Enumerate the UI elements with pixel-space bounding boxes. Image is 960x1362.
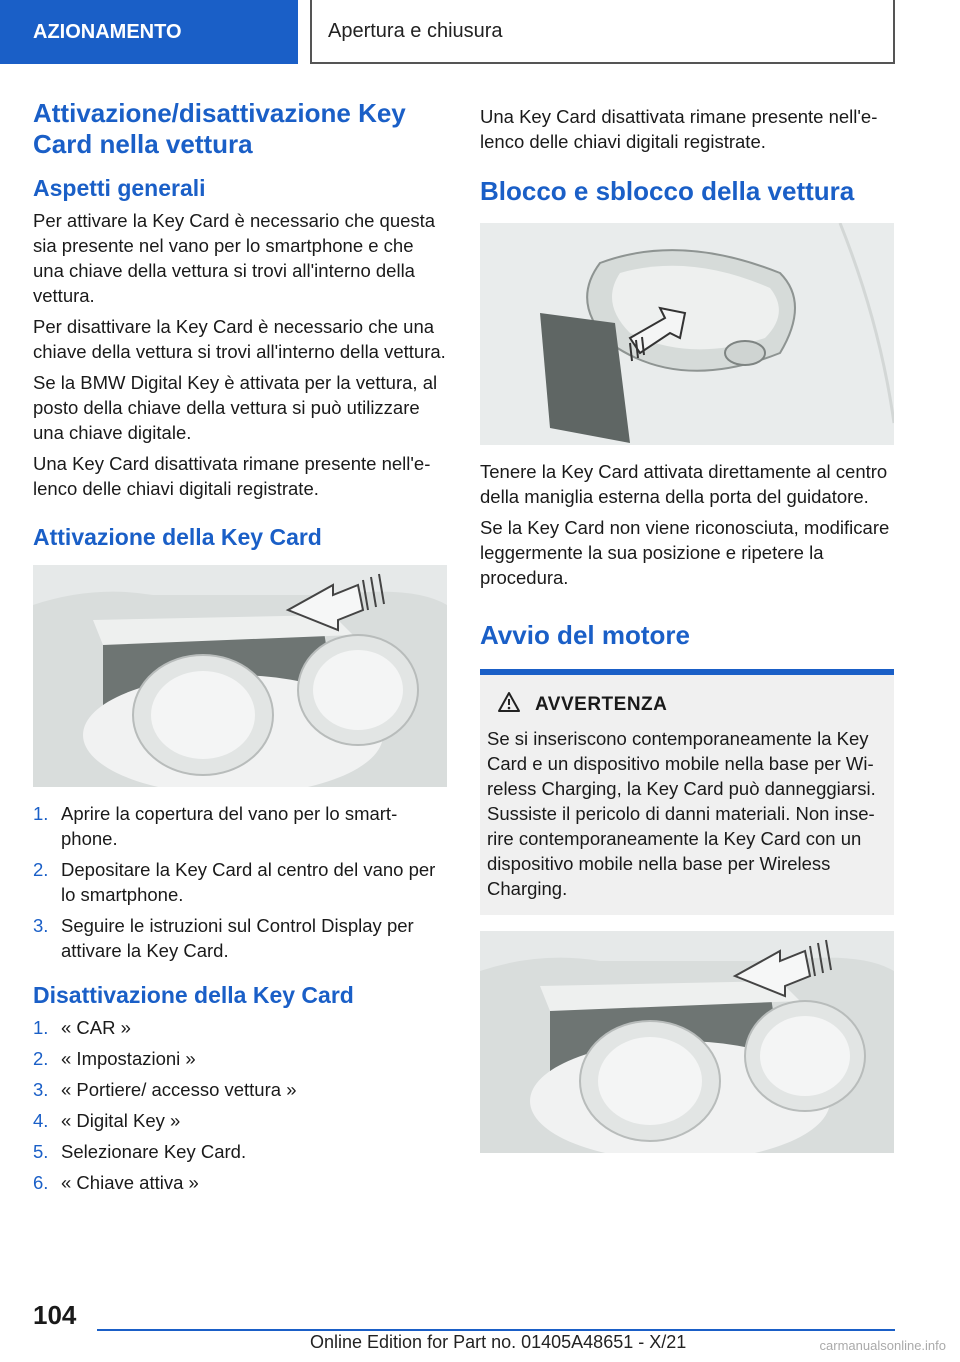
engine-heading: Avvio del motore [480,620,690,650]
list-item [33,857,447,907]
step-text: « CAR » [61,1017,131,1038]
step-number: 4. [33,1110,49,1131]
step-text: Aprire la copertura del vano per lo smartphone. [61,803,398,849]
step-number: 3. [33,1079,49,1100]
list-item [33,1046,447,1071]
list-item [33,801,447,851]
page-number: 104 [33,1300,77,1330]
step-number: 6. [33,1172,49,1193]
watermark: carmanualsonline.info [819,1338,946,1353]
right-column [480,104,894,1153]
step-text: « Digital Key » [61,1110,181,1131]
paragraph: Per attivare la Key Card è necessario che questa sia presente nel vano per lo smartphone e che una chiave della vettura si trovi all'interno della vettura. [33,210,436,306]
activation-heading: Attivazione della Key Card [33,524,322,550]
general-heading: Aspetti generali [33,175,206,201]
warning-triangle-icon [497,691,521,718]
door-handle-illustration [480,223,894,445]
list-item [33,913,447,963]
paragraph: Se la Key Card non viene riconosciuta, modificare leggermente la sua posizione e ripetere la procedura. [480,517,890,588]
main-heading: Attivazione/disattivazione Key Card nella vettura [33,98,406,159]
smartphone-tray-illustration [33,565,447,787]
warning-text: Se si inseriscono contemporaneamente la Key Card e un dispositivo mobile nella base per Wireless Charging, la Key Card può danneggiarsi. Sussiste il pericolo di danni materiali. Non inserire contemporaneamente la Key Card con un dispositivo mobile nella base per Wireless Charging. [487,728,876,899]
list-item [33,1139,447,1164]
step-number: 2. [33,859,49,880]
paragraph: Una Key Card disattivata rimane presente nell'elenco delle chiavi digitali registrate. [33,453,431,499]
activation-steps [33,801,447,963]
step-number: 5. [33,1141,49,1162]
chapter-title: Apertura e chiusura [310,0,895,64]
warning-box [480,669,894,915]
paragraph: Una Key Card disattivata rimane presente nell'elenco delle chiavi digitali registrate. [480,106,878,152]
paragraph: Per disattivare la Key Card è necessario che una chiave della vettura si trovi all'interno della vettura. [33,316,446,362]
paragraph: Tenere la Key Card attivata direttamente al centro della maniglia esterna della porta del guidatore. [480,461,888,507]
edition-text: Online Edition for Part no. 01405A48651 - X/21 [310,1332,687,1352]
paragraph: Se la BMW Digital Key è attivata per la vettura, al posto della chiave della vettura si può utilizzare una chiave digitale. [33,372,438,443]
wireless-charging-illustration [480,931,894,1153]
warning-title: AVVERTENZA [535,693,668,715]
list-item [33,1108,447,1133]
deactivation-steps [33,1015,447,1195]
step-text: « Chiave attiva » [61,1172,199,1193]
section-tab: AZIONAMENTO [0,0,298,64]
warning-header [487,691,887,718]
list-item [33,1077,447,1102]
step-text: « Impostazioni » [61,1048,196,1069]
step-number: 1. [33,803,49,824]
step-number: 2. [33,1048,49,1069]
lock-heading: Blocco e sblocco della vettura [480,176,855,206]
step-number: 1. [33,1017,49,1038]
step-number: 3. [33,915,49,936]
step-text: Selezionare Key Card. [61,1141,247,1162]
footer-divider [97,1329,895,1331]
step-text: Seguire le istruzioni sul Control Display per attivare la Key Card. [61,915,414,961]
step-text: « Portiere/ accesso vettura » [61,1079,297,1100]
list-item [33,1170,447,1195]
list-item [33,1015,447,1040]
left-column [33,98,447,1201]
step-text: Depositare la Key Card al centro del vano per lo smartphone. [61,859,436,905]
deactivation-heading: Disattivazione della Key Card [33,982,354,1008]
